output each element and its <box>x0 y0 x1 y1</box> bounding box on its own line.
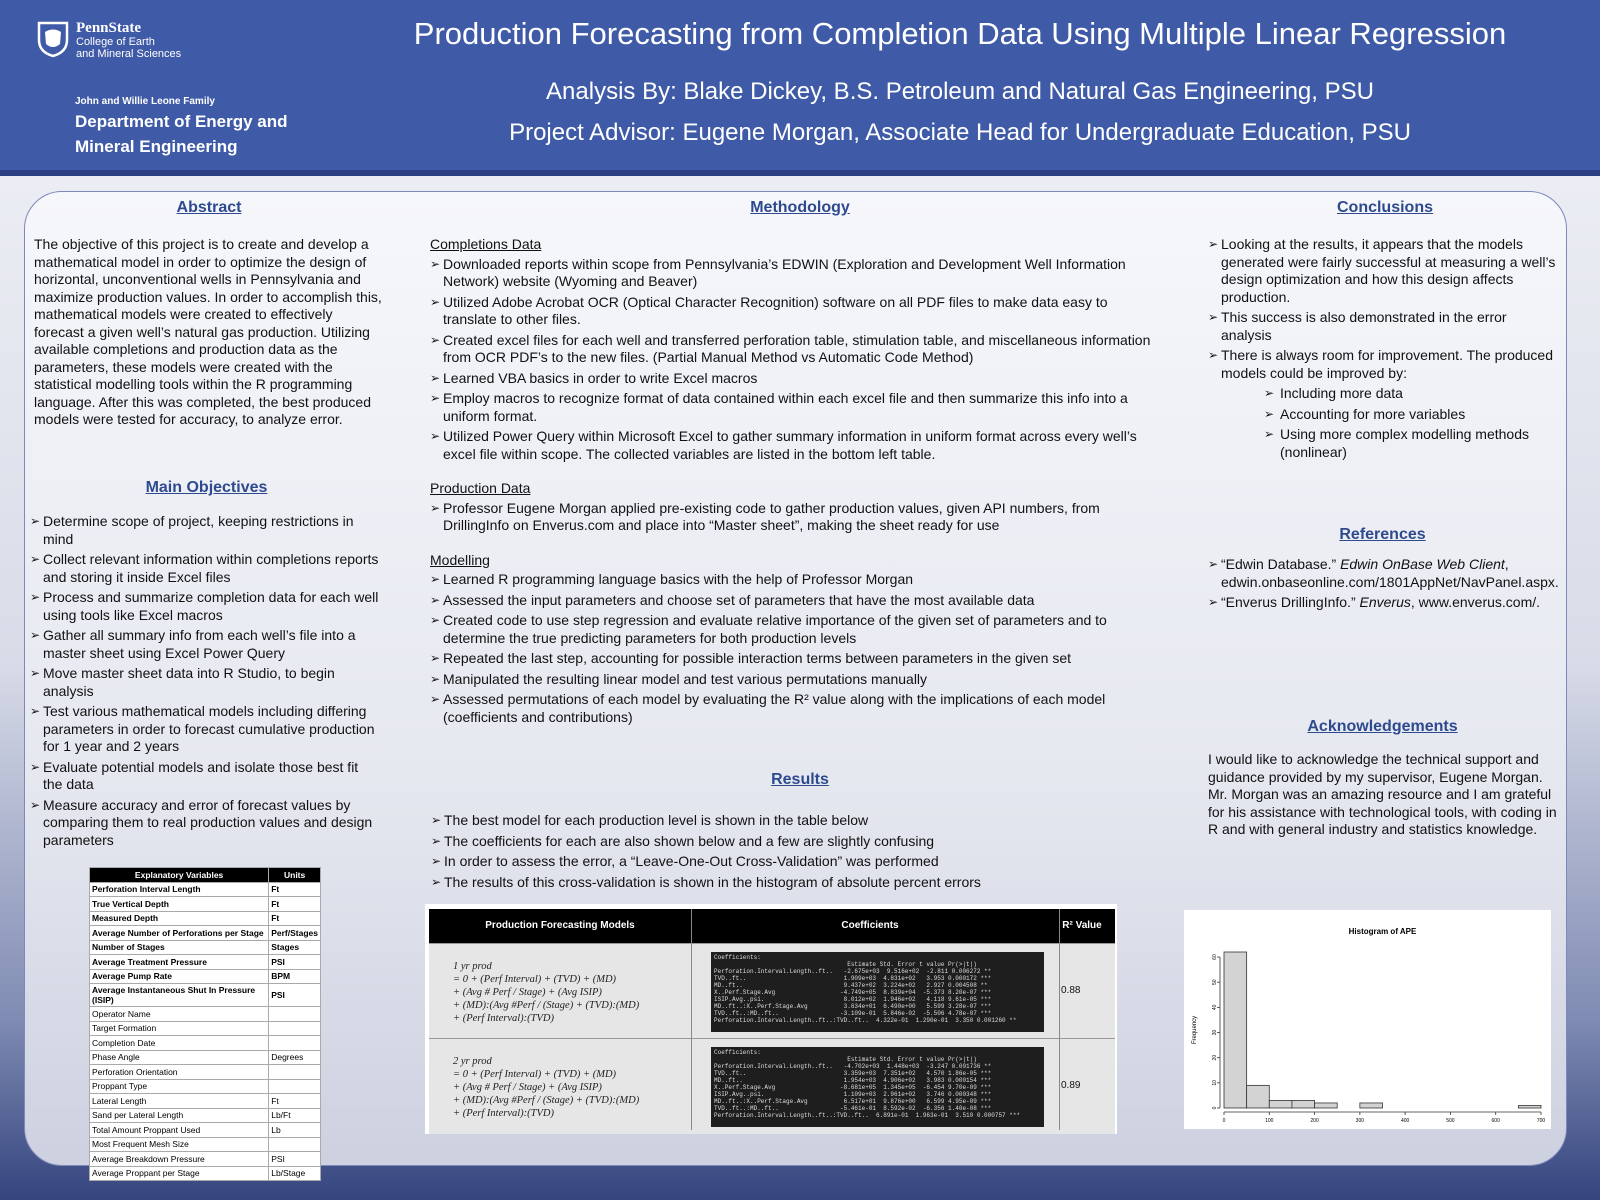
y-tick-label: 30 <box>1212 1029 1218 1036</box>
models-table-header <box>429 909 1115 943</box>
author-line: Analysis By: Blake Dickey, B.S. Petroleum and Natural Gas Engineering, PSU <box>546 78 1374 105</box>
equation-line: + (Perf Interval):(TVD) <box>453 1013 554 1024</box>
equation-line: 2 yr prod <box>453 1056 492 1067</box>
variable-cell: Lateral Length <box>90 1094 269 1109</box>
variable-cell: Total Amount Proppant Used <box>90 1123 269 1138</box>
poster-header <box>0 0 1600 176</box>
conclusion-subitem: ➢ Using more complex modelling methods (nonlinear) <box>1264 426 1560 461</box>
objective-item: ➢ Determine scope of project, keeping restrictions in mind <box>30 513 380 548</box>
unit-cell: PSI <box>269 955 321 970</box>
results-item: ➢ The coefficients for each are also shown below and a few are slightly confusing <box>431 833 1151 851</box>
objective-item: ➢ Measure accuracy and error of forecast values by comparing them to real production values and design parameters <box>30 797 380 850</box>
production-subheading: Production Data <box>430 480 531 496</box>
poster-title: Production Forecasting from Completion Data Using Multiple Linear Regression <box>413 16 1507 51</box>
unit-cell <box>269 1036 321 1051</box>
col-r2: R² Value <box>1062 920 1102 931</box>
variable-cell: Perforation Interval Length <box>90 882 269 897</box>
col-models: Production Forecasting Models <box>485 920 635 931</box>
department-name-1: Department of Energy and <box>75 112 288 131</box>
equation-line: + (MD):(Avg #Perf / (Stage) + (TVD):(MD) <box>453 1000 640 1011</box>
x-tick-label: 600 <box>1491 1118 1500 1124</box>
modelling-item: ➢ Assessed the input parameters and choose set of parameters that have the most available data <box>430 592 1165 610</box>
unit-cell <box>269 1079 321 1094</box>
references-heading: References <box>1339 526 1426 543</box>
unit-cell: PSI <box>269 984 321 1007</box>
variable-cell: Completion Date <box>90 1036 269 1051</box>
y-tick-label: 0 <box>1212 1106 1218 1110</box>
y-tick-label: 60 <box>1212 954 1218 960</box>
acknowledgements-heading: Acknowledgements <box>1307 718 1458 735</box>
objective-item: ➢ Gather all summary info from each well’s file into a master sheet using Excel Power Query <box>30 627 380 662</box>
results-list <box>431 812 1151 891</box>
table-row <box>90 1007 321 1022</box>
modelling-item: ➢ Assessed permutations of each model by evaluating the R² value along with the implications of each model (coefficients and contributions) <box>430 691 1165 726</box>
variable-cell: Average Treatment Pressure <box>90 955 269 970</box>
reference-item: ➢ “Edwin Database.” Edwin OnBase Web Client, edwin.onbaseonline.com/1801AppNet/NavPanel.aspx. <box>1208 556 1554 591</box>
table-header-units: Units <box>269 868 321 883</box>
completions-item: ➢ Created excel files for each well and transferred perforation table, stimulation table, and miscellaneous information from OCR PDF’s to the new files. (Partial Manual Method vs Automatic Code Method) <box>430 332 1165 367</box>
results-item: ➢ In order to assess the error, a “Leave-One-Out Cross-Validation” was performed <box>431 853 1151 871</box>
variable-cell: Target Formation <box>90 1021 269 1036</box>
abstract-text: The objective of this project is to create and develop a mathematical model in order to optimize the design of horizontal, unconventional wells in Pennsylvania and maximize production values. In order to accomplish this, mathematical models were created to effectively forecast a given well’s natural gas production. Utilizing available completions and production data as the parameters, these models were created with the statistical modelling tools within the R programming language. After this was completed, the best produced models were tested for accuracy, to analyze error. <box>34 236 382 427</box>
pennstate-wordmark: PennState <box>76 20 141 36</box>
equation-line: = 0 + (Perf Interval) + (TVD) + (MD) <box>453 1069 617 1080</box>
variable-cell: Average Pump Rate <box>90 969 269 984</box>
unit-cell: Ft <box>269 1094 321 1109</box>
histogram-bar <box>1269 1100 1292 1108</box>
objectives-heading: Main Objectives <box>145 479 268 496</box>
results-heading: Results <box>771 771 829 788</box>
modelling-item: ➢ Created code to use step regression and evaluate relative importance of the given set of parameters and to determine the true predicting parameters for both production levels <box>430 612 1165 647</box>
variable-cell: Average Breakdown Pressure <box>90 1152 269 1167</box>
conclusion-subitem: ➢ Including more data <box>1264 385 1560 403</box>
x-tick-label: 200 <box>1310 1118 1319 1124</box>
variable-cell: Most Frequent Mesh Size <box>90 1137 269 1152</box>
col-coefficients: Coefficients <box>841 920 899 931</box>
table-row <box>90 1094 321 1109</box>
chart-title: Histogram of APE <box>1348 927 1417 936</box>
unit-cell: BPM <box>269 969 321 984</box>
table-row <box>90 1021 321 1036</box>
unit-cell: Degrees <box>269 1050 321 1065</box>
methodology-body <box>430 236 1165 729</box>
variable-cell: Average Number of Perforations per Stage <box>90 926 269 941</box>
conclusion-subitem: ➢ Accounting for more variables <box>1264 406 1560 424</box>
y-tick-label: 10 <box>1212 1080 1218 1086</box>
column-divider <box>691 909 692 1130</box>
conclusions-list <box>1208 236 1560 382</box>
table-row <box>90 882 321 897</box>
variable-cell: Average Instantaneous Shut In Pressure (ISIP) <box>90 984 269 1007</box>
variable-cell: Operator Name <box>90 1007 269 1022</box>
r2-value-1yr: 0.88 <box>1061 985 1081 996</box>
unit-cell: Lb <box>269 1123 321 1138</box>
pennstate-logo <box>36 20 181 60</box>
results-item: ➢ The best model for each production level is shown in the table below <box>431 812 1151 830</box>
histogram-bar <box>1247 1085 1270 1108</box>
table-row <box>90 926 321 941</box>
equation-line: + (Avg # Perf / Stage) + (Avg ISIP) <box>453 987 602 998</box>
equation-line: + (Perf Interval):(TVD) <box>453 1108 554 1119</box>
y-axis-label: Frequency <box>1192 1015 1198 1045</box>
y-tick-label: 20 <box>1212 1054 1218 1061</box>
unit-cell: Ft <box>269 882 321 897</box>
y-tick-label: 50 <box>1212 979 1218 985</box>
acknowledgements-text: I would like to acknowledge the technical support and guidance provided by my supervisor, Eugene Morgan. Mr. Morgan was an amazing resource and I am grateful for his assistance with technological tools, with coding in R and with general industry and statistics knowledge. <box>1208 751 1557 837</box>
unit-cell: Lb/Stage <box>269 1166 321 1181</box>
abstract-heading: Abstract <box>176 199 242 216</box>
column-divider <box>1059 909 1060 1130</box>
reference-item: ➢ “Enverus DrillingInfo.” Enverus, www.enverus.com/. <box>1208 594 1554 612</box>
completions-subheading: Completions Data <box>430 236 542 252</box>
unit-cell: Ft <box>269 911 321 926</box>
advisor-line: Project Advisor: Eugene Morgan, Associate Head for Undergraduate Education, PSU <box>509 119 1411 146</box>
objective-item: ➢ Move master sheet data into R Studio, to begin analysis <box>30 665 380 700</box>
college-line-2: and Mineral Sciences <box>76 48 182 60</box>
department-family: John and Willie Leone Family <box>75 96 215 107</box>
objective-item: ➢ Collect relevant information within completions reports and storing it inside Excel files <box>30 551 380 586</box>
conclusions-sublist <box>1264 385 1560 461</box>
modelling-item: ➢ Repeated the last step, accounting for possible interaction terms between parameters in the given set <box>430 650 1165 668</box>
department-name-2: Mineral Engineering <box>75 137 238 156</box>
unit-cell: Ft <box>269 897 321 912</box>
model-equation-1yr <box>453 960 639 1025</box>
table-row <box>90 955 321 970</box>
unit-cell: Lb/Ft <box>269 1108 321 1123</box>
modelling-list <box>430 571 1165 726</box>
coefficients-output-1yr: Coefficients: Estimate Std. Error t value Pr(>|t|) Perforation.Interval.Length..ft.. -2.675e+03 9.516e+02 -2.811 0.006272 ** TVD..ft.. 1.909e+03 4.831e+02 3.953 0.000172 *** MD..ft.. 9.437e+02 3.224e+02 2.927 0.004508 ** X..Perf.Stage.Avg -4.749e+05 8.839e+04 -5.373 8.20e-07 *** ISIP.Avg..psi. 8.012e+02 1.946e+02 4.118 9.61e-05 *** MD..ft..:X..Perf.Stage.Avg 3.634e+01 6.490e+00 5.599 3.28e-07 *** TVD..ft..:MD..ft.. -3.109e-01 5.846e-02 -5.506 4.78e-07 *** Perforation.Interval.Length..ft..:TVD..ft.. 4.322e-01 1.290e-01 3.350 0.001260 ** <box>711 952 1044 1032</box>
x-tick-label: 400 <box>1400 1118 1410 1124</box>
unit-cell <box>269 1007 321 1022</box>
unit-cell: Stages <box>269 940 321 955</box>
histogram-bar <box>1360 1103 1383 1108</box>
objectives-list <box>30 513 380 849</box>
completions-list <box>430 256 1165 464</box>
equation-line: 1 yr prod <box>453 961 492 972</box>
table-header-variables: Explanatory Variables <box>90 868 269 883</box>
modelling-item: ➢ Learned R programming language basics with the help of Professor Morgan <box>430 571 1165 589</box>
table-row <box>90 969 321 984</box>
histogram-bar <box>1224 952 1247 1108</box>
variable-cell: True Vertical Depth <box>90 897 269 912</box>
completions-item: ➢ Utilized Adobe Acrobat OCR (Optical Character Recognition) software on all PDF files to make data easy to translate to other files. <box>430 294 1165 329</box>
conclusions-heading: Conclusions <box>1336 199 1433 216</box>
table-row <box>90 1050 321 1065</box>
x-tick-label: 500 <box>1446 1118 1455 1124</box>
variable-cell: Perforation Orientation <box>90 1065 269 1080</box>
conclusion-item: ➢ Looking at the results, it appears that the models generated were fairly successful at measuring a well’s design optimization and how this design affects production. <box>1208 236 1560 306</box>
table-row <box>90 1108 321 1123</box>
x-tick-label: 100 <box>1265 1118 1274 1124</box>
conclusion-item: ➢ This success is also demonstrated in the error analysis <box>1208 309 1560 344</box>
references-list <box>1208 556 1559 612</box>
histogram-bar <box>1292 1100 1315 1108</box>
conclusion-item: ➢ There is always room for improvement. The produced models could be improved by: <box>1208 347 1560 382</box>
model-row-1yr <box>429 943 1115 1039</box>
department-logo <box>75 96 288 157</box>
objective-item: ➢ Process and summarize completion data for each well using tools like Excel macros <box>30 589 380 624</box>
histogram-panel <box>1184 910 1551 1129</box>
x-tick-label: 300 <box>1355 1118 1365 1124</box>
explanatory-variables-table <box>89 867 321 1181</box>
coefficients-output-2yr: Coefficients: Estimate Std. Error t value Pr(>|t|) Perforation.Interval.Length..ft.. -4.702e+03 1.448e+03 -3.247 0.001736 ** TVD..ft.. 3.359e+03 7.351e+02 4.570 1.86e-05 *** MD..ft.. 1.954e+03 4.906e+02 3.983 0.000154 *** X..Perf.Stage.Avg -8.681e+05 1.345e+05 -6.454 9.70e-09 *** ISIP.Avg..psi. 1.109e+03 2.961e+02 3.746 0.000348 *** MD..ft..:X..Perf.Stage.Avg 6.517e+01 9.876e+00 6.599 4.95e-09 *** TVD..ft..:MD..ft.. -5.461e-01 8.592e-02 -6.356 1.40e-08 *** Perforation.Interval.Length..ft..:TVD..ft.. 6.891e-01 1.963e-01 3.510 0.000757 *** <box>711 1047 1044 1127</box>
table-row <box>90 1079 321 1094</box>
results-list-wrap <box>431 812 1151 894</box>
production-list <box>430 500 1165 535</box>
table-row <box>90 897 321 912</box>
variable-cell: Proppant Type <box>90 1079 269 1094</box>
model-row-2yr <box>429 1038 1115 1134</box>
unit-cell <box>269 1065 321 1080</box>
modelling-subheading: Modelling <box>430 551 490 568</box>
production-item: ➢ Professor Eugene Morgan applied pre-existing code to gather production values, given API numbers, from DrillingInfo on Enverus.com and place into “Master sheet”, making the sheet ready for use <box>430 500 1165 535</box>
equation-line: + (Avg # Perf / Stage) + (Avg ISIP) <box>453 1082 602 1093</box>
unit-cell: Perf/Stages <box>269 926 321 941</box>
completions-item: ➢ Utilized Power Query within Microsoft Excel to gather summary information in uniform format across every well’s excel file within scope. The collected variables are listed in the bottom left table. <box>430 428 1165 463</box>
references-body <box>1208 556 1559 615</box>
histogram-bar <box>1518 1105 1541 1108</box>
methodology-heading: Methodology <box>750 199 850 216</box>
unit-cell: PSI <box>269 1152 321 1167</box>
completions-item: ➢ Learned VBA basics in order to write Excel macros <box>430 370 1165 388</box>
modelling-item: ➢ Manipulated the resulting linear model and test various permutations manually <box>430 671 1165 689</box>
table-row <box>90 1166 321 1181</box>
objective-item: ➢ Evaluate potential models and isolate those best fit the data <box>30 759 380 794</box>
r2-value-2yr: 0.89 <box>1061 1080 1081 1091</box>
unit-cell <box>269 1137 321 1152</box>
table-row <box>90 1123 321 1138</box>
results-item: ➢ The results of this cross-validation is shown in the histogram of absolute percent errors <box>431 874 1151 892</box>
models-table <box>425 904 1117 1134</box>
ape-histogram <box>1184 910 1551 1129</box>
table-row <box>90 1137 321 1152</box>
variable-cell: Number of Stages <box>90 940 269 955</box>
completions-item: ➢ Downloaded reports within scope from Pennsylvania’s EDWIN (Exploration and Development Well Information Network) website (Wyoming and Beaver) <box>430 256 1165 291</box>
table-row <box>90 940 321 955</box>
variable-cell: Measured Depth <box>90 911 269 926</box>
table-row <box>90 1036 321 1051</box>
variable-cell: Sand per Lateral Length <box>90 1108 269 1123</box>
histogram-bar <box>1315 1103 1338 1108</box>
table-row <box>90 984 321 1007</box>
equation-line: = 0 + (Perf Interval) + (TVD) + (MD) <box>453 974 617 985</box>
variable-cell: Phase Angle <box>90 1050 269 1065</box>
table-row <box>90 1065 321 1080</box>
y-tick-label: 40 <box>1212 1004 1218 1011</box>
variable-cell: Average Proppant per Stage <box>90 1166 269 1181</box>
objective-item: ➢ Test various mathematical models including differing parameters in order to forecast cumulative production for 1 year and 2 years <box>30 703 380 756</box>
college-line-1: College of Earth <box>76 36 155 48</box>
x-tick-label: 0 <box>1222 1118 1226 1124</box>
model-equation-2yr <box>453 1055 639 1120</box>
unit-cell <box>269 1021 321 1036</box>
table-row <box>90 1152 321 1167</box>
objectives-list-wrap <box>30 513 380 852</box>
completions-item: ➢ Employ macros to recognize format of data contained within each excel file and then summarize this info into a uniform format. <box>430 390 1165 425</box>
table-row <box>90 911 321 926</box>
conclusions-body <box>1208 236 1560 464</box>
x-tick-label: 700 <box>1536 1118 1546 1124</box>
nittany-lion-shield-icon <box>36 20 70 58</box>
equation-line: + (MD):(Avg #Perf / (Stage) + (TVD):(MD) <box>453 1095 640 1106</box>
